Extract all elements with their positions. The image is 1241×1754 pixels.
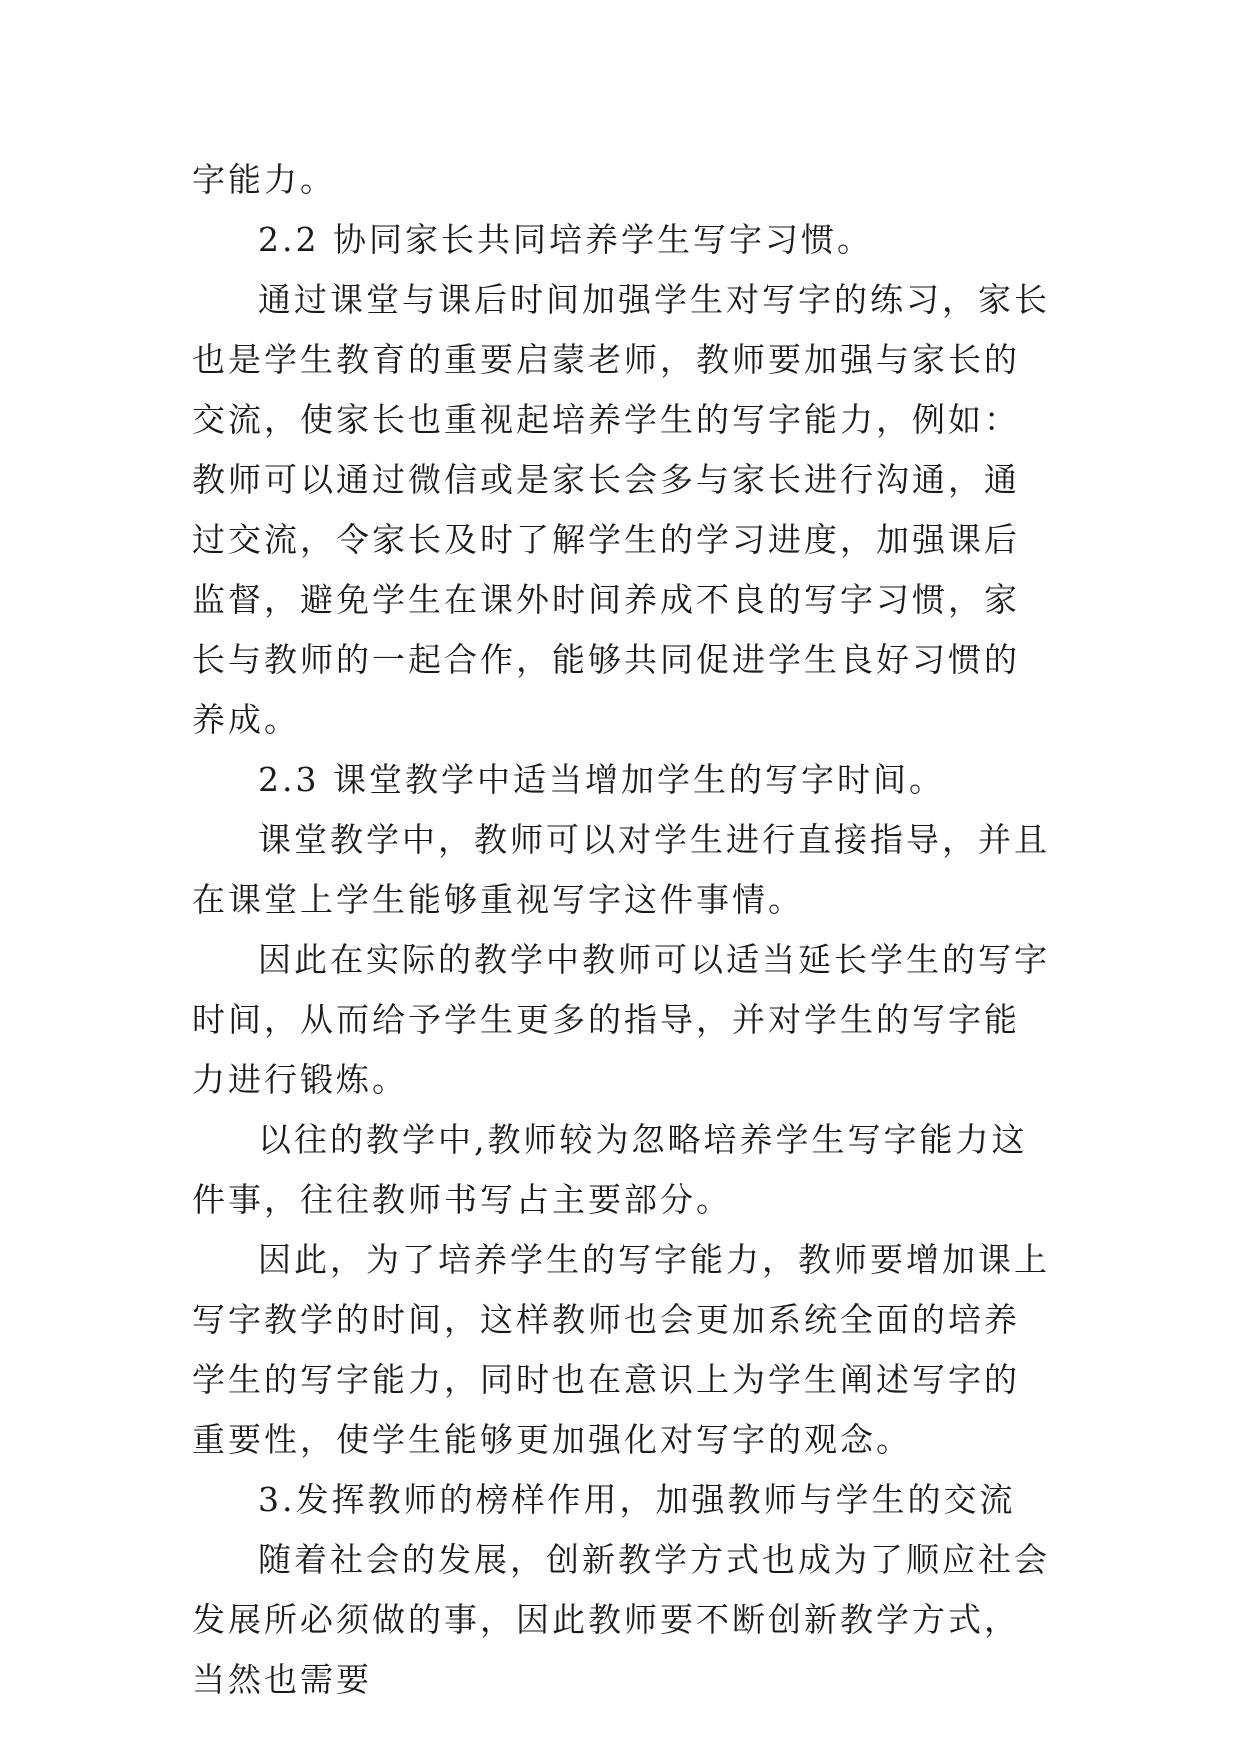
paragraph-social-development: 随着社会的发展，创新教学方式也成为了顺应社会发展所必须做的事，因此教师要不断创新教学方式，当然也需要 <box>192 1540 1050 1699</box>
paragraph-continuation: 字能力。 <box>192 160 336 199</box>
section-heading-3: 3.发挥教师的榜样作用，加强教师与学生的交流 <box>258 1480 1016 1519</box>
paragraph-past-teaching: 以往的教学中,教师较为忽略培养学生写字能力这件事，往往教师书写占主要部分。 <box>192 1120 1028 1219</box>
section-heading-2-3: 2.3 课堂教学中适当增加学生的写字时间。 <box>258 760 945 799</box>
section-heading-2-2: 2.2 协同家长共同培养学生写字习惯。 <box>258 220 873 259</box>
paragraph-classroom-guidance: 课堂教学中，教师可以对学生进行直接指导，并且在课堂上学生能够重视写字这件事情。 <box>192 820 1050 919</box>
paragraph-extend-writing-time: 因此在实际的教学中教师可以适当延长学生的写字时间，从而给予学生更多的指导，并对学生的写字能力进行锻炼。 <box>192 940 1050 1099</box>
document-body <box>192 150 1050 1710</box>
paragraph-increase-teaching-time: 因此，为了培养学生的写字能力，教师要增加课上写字教学的时间，这样教师也会更加系统全面的培养学生的写字能力，同时也在意识上为学生阐述写字的重要性，使学生能够更加强化对写字的观念。 <box>192 1240 1050 1459</box>
paragraph-parent-cooperation: 通过课堂与课后时间加强学生对写字的练习，家长也是学生教育的重要启蒙老师，教师要加强与家长的交流，使家长也重视起培养学生的写字能力，例如：教师可以通过微信或是家长会多与家长进行沟通，通过交流，令家长及时了解学生的学习进度，加强课后监督，避免学生在课外时间养成不良的写字习惯，家长与教师的一起合作，能够共同促进学生良好习惯的养成。 <box>192 280 1050 739</box>
